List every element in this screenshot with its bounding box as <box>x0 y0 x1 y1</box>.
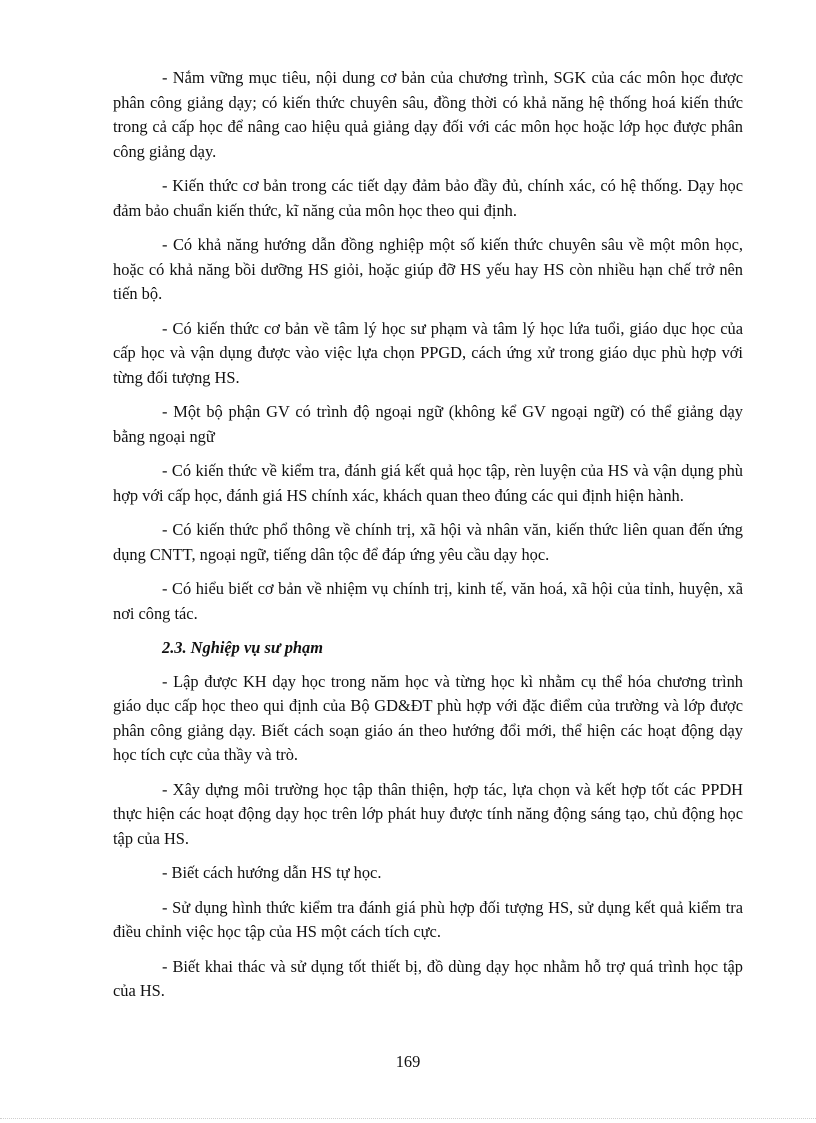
paragraph: - Có kiến thức phổ thông về chính trị, xã hội và nhân văn, kiến thức liên quan đến ứng dụng CNTT, ngoại ngữ, tiếng dân tộc để đáp ứng yêu cầu dạy học. <box>113 520 743 564</box>
paragraph: - Sử dụng hình thức kiểm tra đánh giá phù hợp đối tượng HS, sử dụng kết quả kiểm tra điều chỉnh việc học tập của HS một cách tích cực. <box>113 897 743 941</box>
paragraph: - Lập được KH dạy học trong năm học và từng học kì nhằm cụ thể hóa chương trình giáo dục cấp học theo qui định của Bộ GD&ĐT phù hợp với đặc điểm của trường và lớp được phân công giảng dạy. Biết cách soạn giáo án theo hướng đổi mới, thể hiện các hoạt động dạy học tích cực của thầy và trò. <box>113 671 743 764</box>
paragraph: - Xây dựng môi trường học tập thân thiện, hợp tác, lựa chọn và kết hợp tốt các PPDH thực hiện các hoạt động dạy học trên lớp phát huy được tính năng động sáng tạo, chủ động học tập của HS. <box>113 779 743 848</box>
paragraph: - Một bộ phận GV có trình độ ngoại ngữ (không kể GV ngoại ngữ) có thể giảng dạy bằng ngoại ngữ <box>113 402 743 446</box>
paragraph: - Có hiểu biết cơ bản về nhiệm vụ chính trị, kinh tế, văn hoá, xã hội của tỉnh, huyện, xã nơi công tác. <box>113 579 743 623</box>
paragraph: - Biết cách hướng dẫn HS tự học. <box>162 863 382 882</box>
paragraph: - Nắm vững mục tiêu, nội dung cơ bản của chương trình, SGK của các môn học được phân công giảng dạy; có kiến thức chuyên sâu, đồng thời có khả năng hệ thống hoá kiến thức trong cả cấp học để nâng cao hiệu quả giảng dạy đối với các môn học hoặc lớp học được phân công giảng dạy. <box>113 68 743 161</box>
paragraph: - Có kiến thức cơ bản về tâm lý học sư phạm và tâm lý học lứa tuổi, giáo dục học của cấp học và vận dụng được vào việc lựa chọn PPGD, cách ứng xử trong giáo dục phù hợp với từng đối tượng HS. <box>113 318 743 387</box>
paragraph: - Kiến thức cơ bản trong các tiết dạy đảm bảo đầy đủ, chính xác, có hệ thống. Dạy học đảm bảo chuẩn kiến thức, kĩ năng của môn học theo qui định. <box>113 176 743 220</box>
paragraph: - Có kiến thức về kiểm tra, đánh giá kết quả học tập, rèn luyện của HS và vận dụng phù hợp với cấp học, đánh giá HS chính xác, khách quan theo đúng các qui định hiện hành. <box>113 461 743 505</box>
page-body <box>113 66 743 1014</box>
section-heading: 2.3. Nghiệp vụ sư phạm <box>162 638 323 657</box>
paragraph: - Có khả năng hướng dẫn đồng nghiệp một số kiến thức chuyên sâu về một môn học, hoặc có khả năng bồi dưỡng HS giỏi, hoặc giúp đỡ HS yếu hay HS còn nhiều hạn chế trở nên tiến bộ. <box>113 235 743 303</box>
page-bottom-divider <box>0 1118 816 1119</box>
paragraph: - Biết khai thác và sử dụng tốt thiết bị, đồ dùng dạy học nhằm hỗ trợ quá trình học tập của HS. <box>113 956 743 1000</box>
page-number: 169 <box>395 1052 421 1071</box>
